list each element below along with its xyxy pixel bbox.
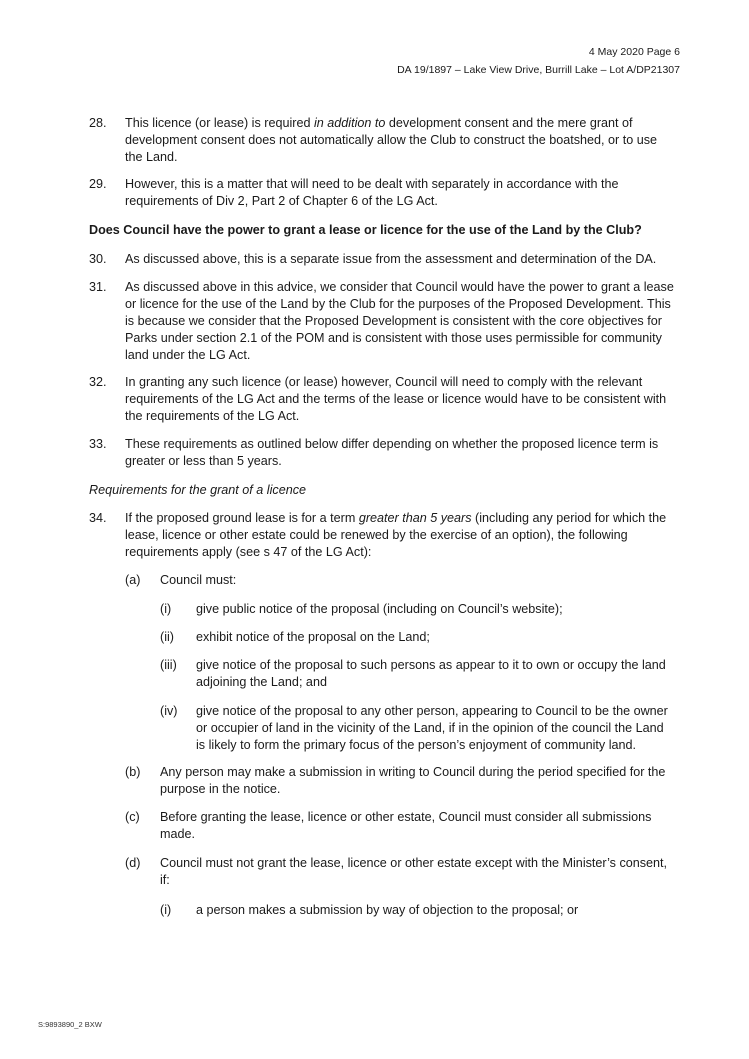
paragraph-text [125, 115, 657, 166]
text-line: If the proposed ground lease is for a term greater than 5 years (including any period for which the [125, 511, 667, 525]
text-line: give notice of the proposal to any other person, appearing to Council to be the owner [196, 704, 668, 718]
emphasis-text: greater than 5 years [358, 511, 472, 525]
text-line: made. [160, 827, 196, 841]
text-line: Council must not grant the lease, licence or other estate except with the Minister’s consent, [160, 856, 668, 870]
text-line: is because we consider that the Proposed Development is consistent with the core objectives for [125, 314, 662, 328]
text-line: the requirements of the LG Act. [125, 409, 300, 423]
header-date-page: 4 May 2020 Page 6 [588, 46, 680, 58]
paragraph-number: 34. [89, 511, 107, 525]
subparagraph-text [160, 572, 236, 589]
paragraph-text [125, 436, 658, 470]
paragraph-text [125, 510, 666, 561]
subparagraph-text [160, 809, 651, 843]
document-reference-footer: S:9893890_2 BXW [38, 1020, 102, 1029]
text-line: purpose in the notice. [160, 782, 281, 796]
text-line: Council must: [160, 573, 237, 587]
text-line: is likely to form the primary focus of the person’s enjoyment of community land. [196, 738, 637, 752]
text-line: This licence (or lease) is required in addition to development consent and the mere grant of [125, 116, 633, 130]
item-text [196, 657, 666, 691]
text-line: or occupier of land in the vicinity of the Land, if in the opinion of the council the Land [196, 721, 664, 735]
item-label: (iv) [160, 704, 178, 718]
text-line: requirements of the LG Act and the terms of the lease or licence would have to be consistent with [125, 392, 667, 406]
text-line: if: [160, 873, 170, 887]
paragraph-number: 28. [89, 116, 107, 130]
section-heading: Does Council have the power to grant a lease or licence for the use of the Land by the Club? [89, 223, 642, 237]
item-text [196, 629, 430, 646]
subparagraph-label: (b) [125, 765, 141, 779]
text-line: adjoining the Land; and [196, 675, 327, 689]
text-line: or licence for the use of the Land by the Club for the purposes of the Proposed Development. This [125, 297, 671, 311]
text-line: As discussed above in this advice, we consider that Council would have the power to grant a lease [125, 280, 674, 294]
subparagraph-label: (d) [125, 856, 141, 870]
header-reference: DA 19/1897 – Lake View Drive, Burrill Lake – Lot A/DP21307 [397, 64, 680, 76]
text-line: Before granting the lease, licence or other estate, Council must consider all submissions [160, 810, 652, 824]
text-line: greater or less than 5 years. [125, 454, 282, 468]
text-line: give public notice of the proposal (including on Council’s website); [196, 602, 563, 616]
text-line: a person makes a submission by way of objection to the proposal; or [196, 903, 579, 917]
text-line: give notice of the proposal to such persons as appear to it to own or occupy the land [196, 658, 666, 672]
paragraph-text [125, 279, 674, 364]
item-label: (i) [160, 602, 172, 616]
text-line: Any person may make a submission in writing to Council during the period specified for the [160, 765, 666, 779]
text-line: requirements of Div 2, Part 2 of Chapter 6 of the LG Act. [125, 194, 438, 208]
text-line: As discussed above, this is a separate issue from the assessment and determination of the DA. [125, 252, 657, 266]
text-line: exhibit notice of the proposal on the Land; [196, 630, 430, 644]
paragraph-text [125, 176, 619, 210]
paragraph-number: 33. [89, 437, 107, 451]
subsection-heading: Requirements for the grant of a licence [89, 483, 307, 497]
item-label: (ii) [160, 630, 174, 644]
paragraph-number: 32. [89, 375, 107, 389]
text-line: requirements apply (see s 47 of the LG Act): [125, 545, 372, 559]
paragraph-number: 30. [89, 252, 107, 266]
emphasis-text: in addition to [313, 116, 386, 130]
subparagraph-text [160, 855, 667, 889]
text-line: In granting any such licence (or lease) however, Council will need to comply with the relevant [125, 375, 643, 389]
subparagraph-label: (a) [125, 573, 141, 587]
paragraph-number: 29. [89, 177, 107, 191]
item-text [196, 601, 563, 618]
subparagraph-label: (c) [125, 810, 140, 824]
paragraph-text [125, 374, 666, 425]
paragraph-text [125, 251, 656, 268]
paragraph-number: 31. [89, 280, 107, 294]
item-label: (iii) [160, 658, 177, 672]
text-line: land under the LG Act. [125, 348, 251, 362]
subparagraph-text [160, 764, 665, 798]
text-line: Parks under section 2.1 of the POM and is consistent with those uses permissible for community [125, 331, 662, 345]
text-line: the Land. [125, 150, 178, 164]
item-text [196, 902, 578, 919]
item-text [196, 703, 668, 754]
text-line: lease, licence or other estate could be renewed by the exercise of an option), the following [125, 528, 628, 542]
text-line: These requirements as outlined below differ depending on whether the proposed licence term is [125, 437, 659, 451]
item-label: (i) [160, 903, 172, 917]
text-line: development consent does not automatically allow the Club to construct the boatshed, or to use [125, 133, 658, 147]
text-line: However, this is a matter that will need to be dealt with separately in accordance with the [125, 177, 619, 191]
